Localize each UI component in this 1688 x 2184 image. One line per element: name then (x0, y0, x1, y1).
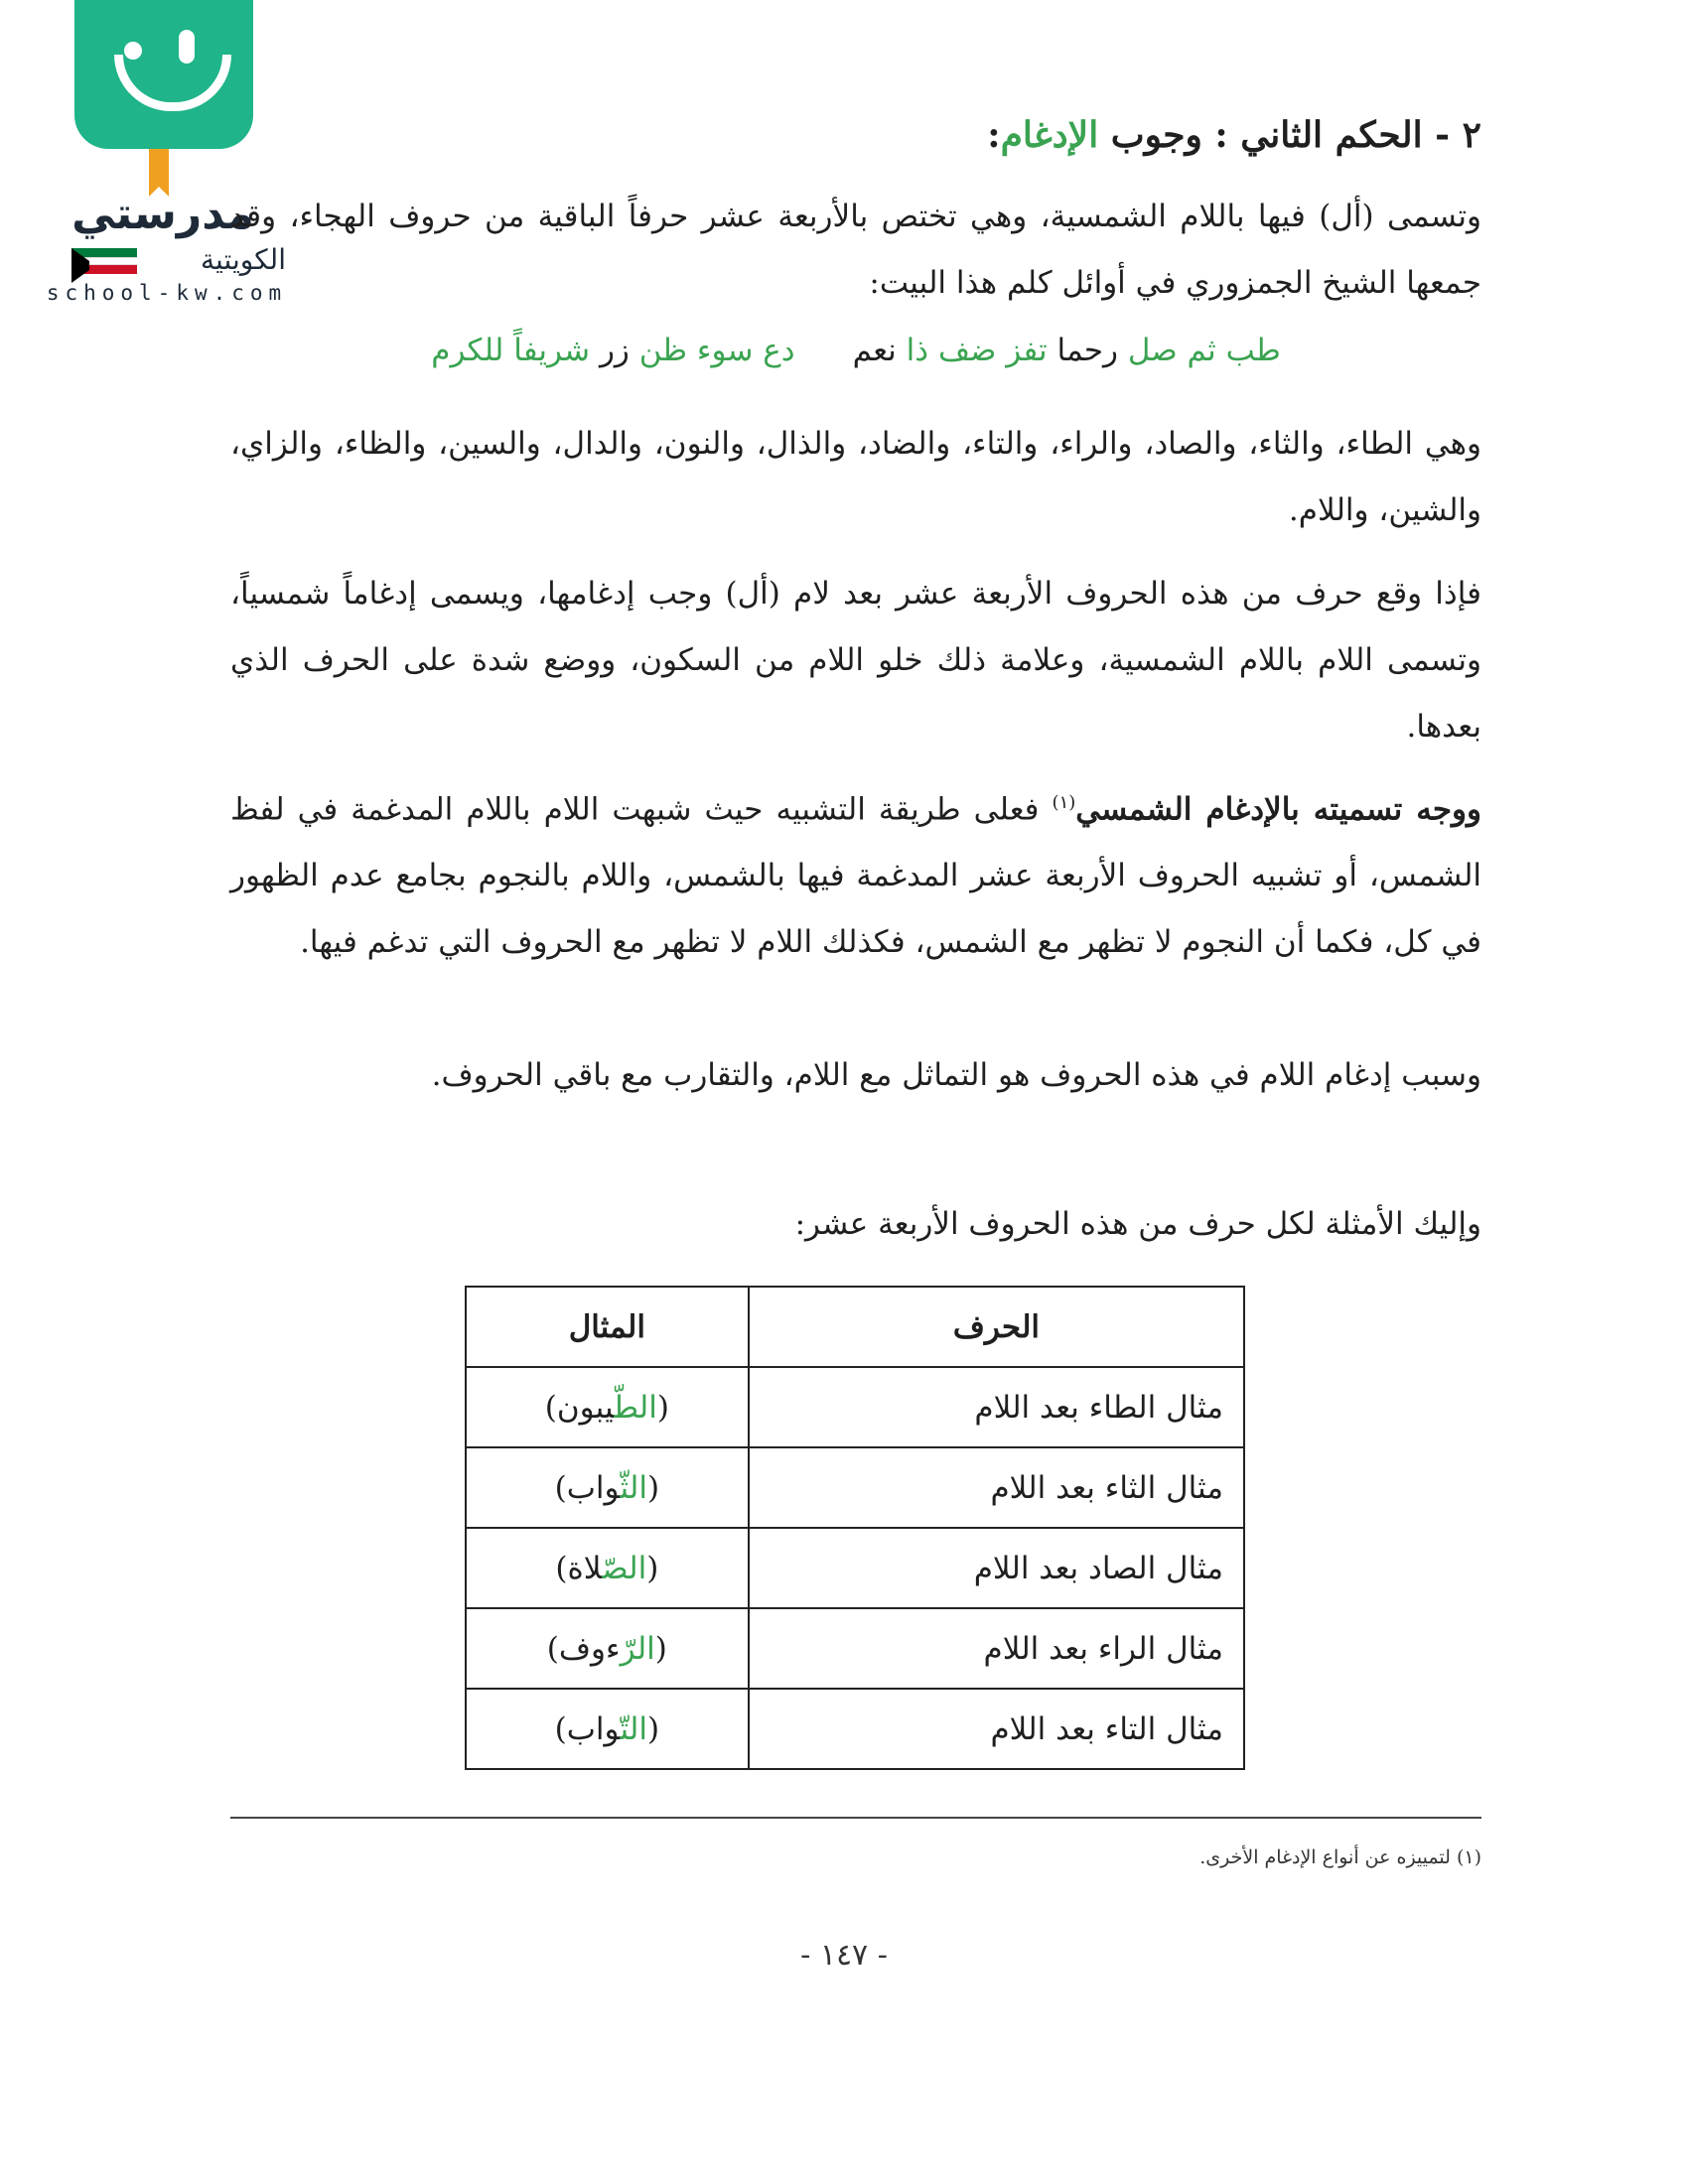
paragraph-naming-reason (230, 769, 1481, 976)
examples-table (465, 1286, 1245, 1770)
example-part: ) (544, 1389, 557, 1426)
verse-word: طب (1215, 333, 1281, 368)
table-row (466, 1367, 1244, 1447)
example-part: ) (555, 1550, 568, 1586)
paragraph-letters-list: وهي الطاء، والثاء، والصاد، والراء، والتاء، والضاد، والذال، والنون، والدال، والسين، والظاء، والزاي، والشين، واللام. (230, 426, 1481, 528)
verse-word: شريفاً (503, 333, 591, 368)
verse-word: ظن (629, 333, 688, 368)
example-part: ( (656, 1389, 669, 1426)
section-heading (230, 114, 1481, 156)
example-part: الث (620, 1469, 647, 1506)
verse-word: للكرم (431, 333, 504, 368)
example-part: الط (614, 1389, 657, 1426)
naming-reason-bold: ووجه تسميته بالإدغام الشمسي (1075, 791, 1481, 828)
example-part: ّواب (566, 1710, 621, 1747)
cell-letter: مثال الراء بعد اللام (749, 1608, 1244, 1689)
verse-word: رحما (1047, 333, 1119, 368)
cell-example (466, 1447, 749, 1528)
verse-second-hemistich (431, 333, 794, 368)
verse-word: ضف (928, 333, 997, 368)
verse-word: ثم (1177, 333, 1216, 368)
heading-prefix: ٢ - الحكم الثاني : وجوب (1098, 114, 1481, 156)
cell-example (466, 1608, 749, 1689)
paragraph-intro: وتسمى (أل) فيها باللام الشمسية، وهي تختص بالأربعة عشر حرفاً الباقية من حروف الهجاء، وقد جمعها الشيخ الجمزوري في أوائل كلم هذا البيت: (230, 199, 1481, 301)
example-part: ّلاة (567, 1550, 603, 1586)
example-part: ( (654, 1630, 667, 1667)
paragraph-examples-intro: وإليك الأمثلة لكل حرف من هذه الحروف الأربعة عشر: (794, 1206, 1481, 1242)
footnote-divider (230, 1817, 1481, 1819)
cell-example (466, 1367, 749, 1447)
cell-example (466, 1528, 749, 1608)
table-row (466, 1528, 1244, 1608)
heading-highlight: الإدغام (1000, 114, 1099, 156)
paragraph-cause: وسبب إدغام اللام في هذه الحروف هو التماثل مع اللام، والتقارب مع باقي الحروف. (431, 1057, 1481, 1093)
verse-first-hemistich (853, 333, 1281, 368)
example-part: ( (646, 1710, 660, 1747)
footnote: (١) لتمييزه عن أنواع الإدغام الأخرى. (1199, 1846, 1481, 1868)
example-part: الص (602, 1550, 647, 1586)
example-part: ) (554, 1710, 567, 1747)
footnote-ref[interactable]: (١) (1052, 792, 1076, 813)
naming-reason-text: فعلى طريقة التشبيه حيث شبهت اللام باللام المدغمة في لفظ الشمس، أو تشبيه الحروف الأربعة عشر المدغمة فيها بالشمس، واللام بالنجوم بجامع عدم الظهور في كل، فكما أن النجوم لا تظهر مع الشمس، فكذلك اللام لا تظهر مع الحروف التي تدغم فيها. (230, 791, 1481, 961)
heading-suffix: : (987, 114, 1001, 156)
cell-example (466, 1689, 749, 1769)
example-part: ( (646, 1469, 660, 1506)
verse-word: زر (590, 333, 630, 368)
logo-site-url: school-kw.com (46, 281, 288, 305)
cell-letter: مثال الطاء بعد اللام (749, 1367, 1244, 1447)
example-part: ( (646, 1550, 659, 1586)
verse-word: ذا (896, 333, 929, 368)
cell-letter: مثال الصاد بعد اللام (749, 1528, 1244, 1608)
verse-word: نعم (852, 333, 897, 368)
table-row (466, 1447, 1244, 1528)
table-header-row (466, 1287, 1244, 1367)
paragraph-rule: فإذا وقع حرف من هذه الحروف الأربعة عشر بعد لام (أل) وجب إدغامها، ويسمى إدغاماً شمسياً، وتسمى اللام باللام الشمسية، وعلامة ذلك خلو اللام من السكون، ووضع شدة على الحرف الذي بعدها. (230, 576, 1481, 745)
example-part: ) (554, 1469, 567, 1506)
header-example: المثال (466, 1287, 749, 1367)
verse-word: سوء (687, 333, 754, 368)
table-row (466, 1608, 1244, 1689)
example-part: الت (620, 1710, 647, 1747)
verse-word: دع (753, 333, 795, 368)
cell-letter: مثال التاء بعد اللام (749, 1689, 1244, 1769)
verse-word: تفز (996, 333, 1048, 368)
table-row (466, 1689, 1244, 1769)
example-part: ) (546, 1630, 559, 1667)
logo-name: مدرستي (71, 189, 254, 239)
example-part: ّيبون (556, 1389, 615, 1426)
example-part: ّءوف (558, 1630, 621, 1667)
example-part: ّواب (566, 1469, 621, 1506)
cell-letter: مثال الثاء بعد اللام (749, 1447, 1244, 1528)
bookmark-icon (149, 149, 169, 187)
logo-country: الكويتية (201, 243, 286, 276)
poem-verse (230, 333, 1481, 368)
page-number: - ١٤٧ - (800, 1938, 888, 1973)
verse-word: صل (1118, 333, 1178, 368)
header-letter: الحرف (749, 1287, 1244, 1367)
logo-badge-icon (74, 0, 253, 149)
example-part: الر (620, 1630, 655, 1667)
